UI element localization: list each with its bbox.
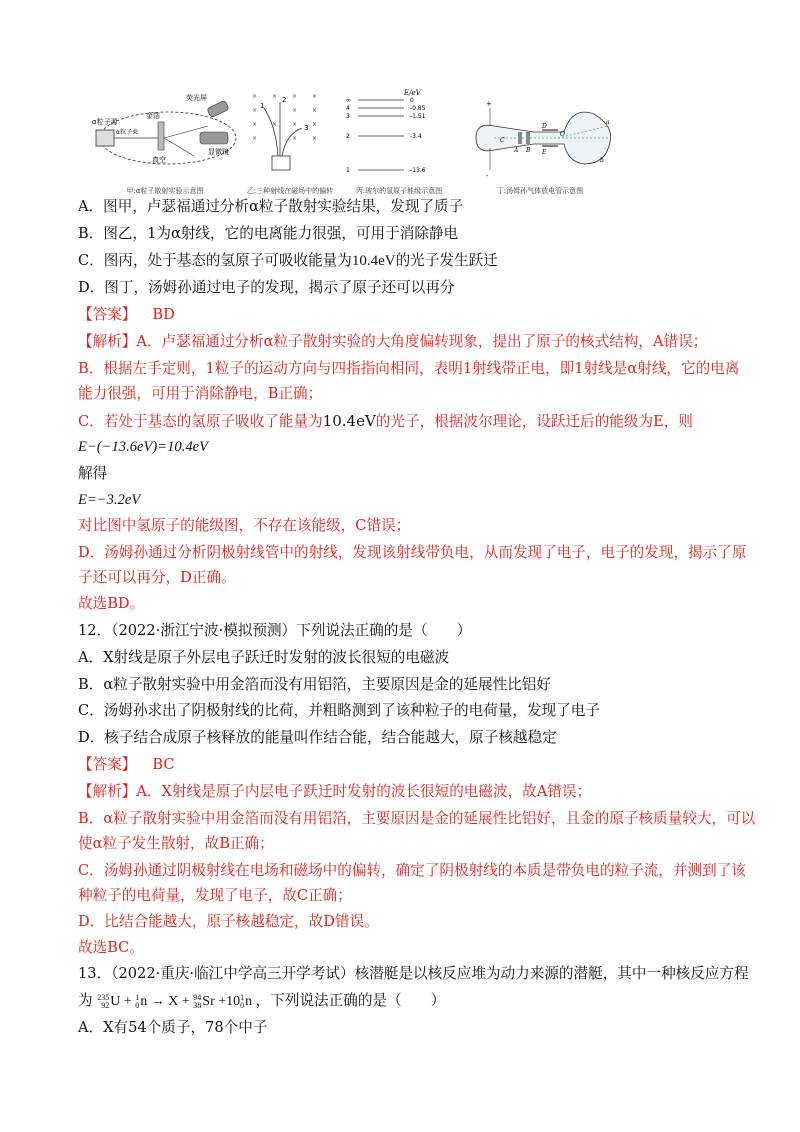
tube-label-a: A [514,147,519,154]
tube-label-a-spot: a [606,119,610,126]
q11-exp-c-text: C．若处于基态的氢原子吸收了能量为 [78,413,323,430]
figure-thomson-tube [464,86,616,194]
neutron-product-mass-number: 1 [240,992,245,1002]
neutron-product-atomic-number: 0 [240,1000,245,1010]
q11-exp-c-tail: 的光子，根据波尔理论，设跃迁后的能级为E，则 [375,413,693,430]
energy-level-value: -1.51 [410,113,426,120]
svg-text:×: × [312,107,318,114]
strontium-symbol: Sr [202,994,215,1009]
uranium-atomic-number: 92 [101,1000,110,1010]
q12-option-d: D．核子结合成原子核释放的能量叫作结合能，结合能越大，原子核越稳定 [78,729,557,746]
q12-conclusion: 故选BC。 [78,939,144,956]
energy-level-value: -13.6 [410,167,426,174]
q11-explanation-d1: D．汤姆孙通过分析阴极射线管中的射线，发现该射线带负电，从而发现了电子，电子的发现，揭示了原 [78,544,747,561]
tube-label-c: C [500,137,505,144]
q12-explanation-a [78,782,730,802]
q13-stem-suffix: ，下列说法正确的是（ ） [255,992,446,1009]
nuclide-strontium [193,992,214,1012]
answer-tag: 【答案】 [78,306,137,323]
q11-option-c-text: C．图丙，处于基态的氢原子可吸收能量为 [78,252,352,269]
svg-text:×: × [272,121,278,128]
q11-solve-label: 解得 [78,465,108,482]
alpha-source-label: α粒子源 [92,118,118,126]
energy-level-value: 0 [410,97,414,104]
q12-explanation-c2: 种粒子的电荷量，发现了电子，故C正确； [78,887,352,904]
q11-equation-2: E=−3.2eV [78,492,141,508]
q11-option-a: A．图甲，卢瑟福通过分析α粒子散射实验结果，发现了质子 [78,198,464,215]
q13-stem-line1: 13．（2022·重庆·临江中学高三开学考试）核潜艇是以核反应堆为动力来源的潜艇，其中一种核反应方程 [78,965,749,982]
figure-row [90,86,730,194]
energy-level-value: -3.4 [410,133,422,140]
tube-label-o: O [560,131,565,138]
tube-label-d: D [542,123,547,130]
q11-answer [78,305,730,325]
energy-level-diagram [340,86,458,182]
svg-text:×: × [292,93,298,100]
tube-label-plus: + [486,100,492,108]
analysis-tag: 【解析】 [78,783,137,800]
answer-value: BC [152,756,175,773]
vacuum-label: 真空 [152,156,166,164]
q12-option-c: C．汤姆孙求出了阴极射线的比荷，并粗略测到了该种粒子的电荷量，发现了电子 [78,702,600,719]
q11-conclusion: 故选BD。 [78,595,145,612]
q11-explanation-c-end: 对比图中氢原子的能级图，不存在该能级，C错误； [78,517,411,534]
nuclide-neutron [135,992,147,1012]
svg-text:×: × [312,93,318,100]
energy-level-n: ∞ [346,97,351,104]
q12-explanation-b1: B．α粒子散射实验中用金箔而没有用铝箔，主要原因是金的延展性比铝好，且金的原子核质量较大，可以 [78,810,756,827]
tube-label-minus: - [486,172,489,180]
svg-text:×: × [252,121,258,128]
svg-text:×: × [252,107,258,114]
figure-alpha-scattering [90,86,240,194]
energy-level-value: -0.85 [410,105,426,112]
q11-option-c [78,251,730,271]
q12-option-a: A．X射线是原子外层电子跃迁时发射的波长很短的电磁波 [78,649,450,666]
tube-label-e: E [542,149,547,156]
energy-level-n: 4 [346,105,350,112]
figure-caption-ding: 丁:汤姆孙气体放电管示意图 [496,187,584,195]
q12-explanation-b2: 使α粒子发生散射，故B正确； [78,835,274,852]
energy-level-n: 2 [346,133,350,140]
q12-option-b: B．α粒子散射实验中用金箔而没有用铝箔，主要原因是金的延展性比铝好 [78,676,551,693]
svg-text:×: × [252,93,258,100]
rays-in-field-diagram [242,86,338,182]
q11-option-b: B．图乙，1为α射线，它的电离能力很强，可用于消除静电 [78,225,459,242]
nuclear-equation [97,994,255,1009]
q12-exp-a-text: A．X射线是原子内层电子跃迁时发射的波长很短的电磁波，故A错误； [136,783,592,800]
q11-option-c-tail: 的光子发生跃迁 [395,252,498,269]
q11-exp-c-energy: 10.4eV [322,412,376,430]
analysis-tag: 【解析】 [78,333,137,350]
microscope-label: 显微镜 [208,148,229,156]
figure-energy-levels [340,86,458,194]
q13-stem-prefix: 为 [78,992,93,1009]
q11-explanation-d2: 子还可以再分，D正确。 [78,569,236,586]
alpha-scattering-diagram [90,86,240,182]
q11-option-d: D．图丁，汤姆孙通过电子的发现，揭示了原子还可以再分 [78,279,455,296]
nuclide-uranium [97,992,120,1012]
answer-tag: 【答案】 [78,756,137,773]
neutron-symbol: n [140,994,148,1009]
answer-value: BD [152,306,175,323]
q12-answer [78,755,730,775]
neutron-coefficient: +10 [218,994,241,1009]
figure-caption-bing: 丙:玻尔的氢原子能级示意图 [355,187,443,195]
nuclide-neutron-product [240,992,252,1012]
figure-caption-jia: 甲:α粒子散射实验示意图 [126,187,204,195]
strontium-mass-number: 94 [193,992,202,1002]
q11-explanation-b2: 能力很强，可用于消除静电，B正确； [78,385,323,402]
q12-stem: 12．（2022·浙江宁波·模拟预测）下列说法正确的是（ ） [78,622,472,639]
svg-text:×: × [312,135,318,142]
neutron-mass-number: 1 [135,992,140,1002]
energy-level-n: 3 [346,113,350,120]
strontium-atomic-number: 38 [193,1000,202,1010]
figure-caption-yi: 乙:三种射线在磁场中的偏转 [246,187,334,195]
q11-explanation-a [78,332,730,352]
thomson-tube-diagram [464,86,616,182]
q13-stem-line2 [78,991,730,1012]
q12-explanation-d: D．比结合能越大，原子核越稳定，故D错误。 [78,913,379,930]
q11-explanation-c [78,411,730,432]
gold-foil-label: 金箔 [146,112,160,120]
energy-unit: E/eV [404,89,421,97]
q11-exp-a-text: A．卢瑟福通过分析α粒子散射实验的大角度偏转现象，提出了原子的核式结构，A错误； [136,333,708,350]
ray-label-1: 1 [260,102,265,110]
svg-text:×: × [292,121,298,128]
ray-label-3: 3 [304,124,309,132]
svg-text:×: × [292,135,298,142]
uranium-symbol: U [110,994,121,1009]
uranium-mass-number: 235 [97,992,110,1002]
svg-text:×: × [312,121,318,128]
q11-equation-1: E−(−13.6eV)=10.4eV [78,439,209,455]
q11-option-c-energy: 10.4eV [351,253,396,269]
plus-sign: + [123,994,132,1009]
energy-level-n: 1 [346,167,350,174]
screen-label: 荧光屏 [186,94,207,102]
ray-label-2: 2 [282,96,287,104]
svg-text:×: × [272,93,278,100]
q12-explanation-c1: C．汤姆孙通过阴极射线在电场和磁场中的偏转，确定了阴极射线的本质是带负电的粒子流，并测到了该 [78,862,746,879]
beam-label: α粒子束 [116,129,138,136]
figure-rays-magnetic-field [242,86,338,194]
svg-text:×: × [292,107,298,114]
q11-explanation-b1: B．根据左手定则，1粒子的运动方向与四指指向相同，表明1射线带正电，即1射线是α射线，它的电离 [78,360,740,377]
q13-option-a: A．X有54个质子，78个中子 [78,1019,268,1036]
neutron-atomic-number: 0 [135,1000,140,1010]
tube-label-b: B [526,147,531,154]
svg-text:×: × [252,135,258,142]
tube-label-b-spot: b [600,157,604,164]
neutron-product-symbol: n [245,994,253,1009]
arrow-product-x: → X + [150,994,190,1009]
